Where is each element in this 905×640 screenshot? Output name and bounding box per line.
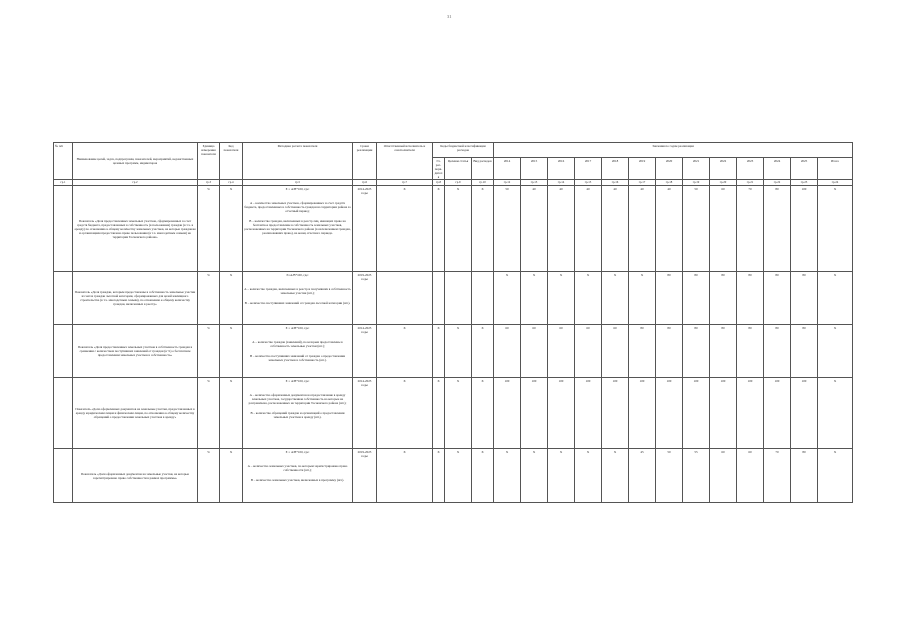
value-cell: Х [602, 272, 629, 325]
header-year: 2024 [764, 158, 791, 180]
value-cell: 80 [710, 272, 737, 325]
header-year: 2015 [521, 158, 548, 180]
value-cell: 80 [764, 186, 791, 272]
indicators-table [53, 142, 853, 503]
value-cell: 100 [764, 378, 791, 449]
col-num: гр.22 [764, 180, 791, 186]
value-cell: 100 [494, 378, 521, 449]
formula: Е = А/В*100, где: [285, 449, 310, 454]
value-cell: 60 [548, 325, 575, 378]
value-total: Х [818, 378, 853, 449]
value-cell: 80 [737, 272, 764, 325]
value-cell: 80 [683, 272, 710, 325]
indicator-executor: Х [377, 449, 433, 503]
formula: Е = А/В*100, где: [285, 378, 310, 383]
value-cell: 40 [602, 186, 629, 272]
formula-desc: В – количество обращений граждан и организаций о предоставлении земельных участков в аренду (шт.). [250, 410, 345, 419]
col-num: гр.24 [818, 180, 853, 186]
formula-desc: А – количество оформленных документов на предоставление в аренду земельных участков, государственная собственность на которые не разграничена, расположенных на территории Тосненского района (шт.); [248, 392, 347, 405]
indicator-period: 2014-2025 годы [353, 325, 377, 378]
value-cell: 45 [629, 449, 656, 503]
header-year: 2019 [629, 158, 656, 180]
value-total: Х [818, 325, 853, 378]
value-cell: 80 [737, 325, 764, 378]
col-num: гр.12 [494, 180, 521, 186]
indicator-method [243, 378, 353, 449]
value-cell: Х [575, 449, 602, 503]
indicator-executor: Х [377, 378, 433, 449]
header-year: 2021 [683, 158, 710, 180]
header-total: Итого [818, 158, 853, 180]
value-cell: 80 [683, 325, 710, 378]
indicator-code: Х [220, 449, 243, 503]
value-cell: 40 [656, 186, 683, 272]
value-cell: Х [521, 449, 548, 503]
header-code: Код показателя [220, 143, 243, 180]
funding-cell [433, 272, 445, 325]
col-num: гр.18 [656, 180, 683, 186]
value-cell: 100 [710, 378, 737, 449]
value-cell: 80 [764, 325, 791, 378]
header-method: Методика расчета показателя [243, 143, 353, 180]
col-num: гр.2 [73, 180, 198, 186]
value-total: Х [818, 186, 853, 272]
indicator-name: Показатель «Доля предоставленных земельных участков в собственность граждан в сравнении с количеством поступивших заявлений от граждан (в %) о бесплатном предоставлении земельных участков в собственность» [73, 325, 198, 378]
value-cell: 80 [791, 272, 818, 325]
indicator-executor: Х [377, 186, 433, 272]
formula-desc: А – количество земельных участков, по которым зарегистрировано право собственности (шт.); [247, 463, 348, 472]
header-year: 2014 [494, 158, 521, 180]
funding-cell: Х [445, 325, 472, 378]
table-row [54, 378, 853, 449]
indicator-method [243, 186, 353, 272]
indicator-code: Х [220, 186, 243, 272]
value-cell: Х [629, 272, 656, 325]
formula-desc: В – количество поступивших заявлений от граждан льготной категории (шт.). [244, 300, 351, 305]
funding-cell: Х [472, 378, 494, 449]
funding-cell [472, 272, 494, 325]
header-name: Наименование целей, задач, подпрограмм, показателей, мероприятий, ведомственных целевых программ, индикаторов [73, 143, 198, 180]
funding-cell: Х [445, 378, 472, 449]
indicator-unit: % [198, 272, 220, 325]
value-cell: Х [494, 272, 521, 325]
indicator-executor [377, 272, 433, 325]
formula-desc: А – количество граждан (заявлений), по которым предоставлены в собственность земельные участки (шт.); [252, 339, 343, 348]
col-num: гр.13 [521, 180, 548, 186]
header-row [54, 143, 853, 158]
funding-cell: Х [433, 325, 445, 378]
col-num: гр.4 [220, 180, 243, 186]
indicator-period: 2014-2025 годы [353, 186, 377, 272]
value-cell: 100 [548, 378, 575, 449]
value-cell: Х [548, 449, 575, 503]
value-cell: 80 [791, 325, 818, 378]
value-cell: 40 [548, 186, 575, 272]
funding-cell: Х [445, 186, 472, 272]
indicator-executor: Х [377, 325, 433, 378]
value-cell: 50 [656, 449, 683, 503]
value-cell: 60 [575, 325, 602, 378]
value-cell: 80 [656, 325, 683, 378]
value-cell: 80 [791, 449, 818, 503]
value-cell: 80 [656, 272, 683, 325]
indicator-method [243, 272, 353, 325]
page-number: 31 [447, 14, 452, 19]
formula: Е = А/В*100, где: [285, 186, 310, 191]
col-num: гр.1 [54, 180, 73, 186]
value-cell: 70 [737, 186, 764, 272]
value-cell: Х [575, 272, 602, 325]
formula-desc: В – количество поступивших заявлений от граждан о предоставлении земельных участков в собственность (шт.). [249, 353, 346, 362]
formula-desc: А – количество земельных участков, сформированных за счет средств бюджета, предоставленных в собственность граждан на территории района за отчетный период; [244, 200, 351, 213]
col-num: гр.19 [683, 180, 710, 186]
value-cell: 40 [575, 186, 602, 272]
formula: Е = А/В*100, где: [285, 325, 310, 330]
indicator-unit: % [198, 449, 220, 503]
indicator-method [243, 325, 353, 378]
col-num: гр.20 [710, 180, 737, 186]
indicator-method [243, 449, 353, 503]
value-cell: 100 [629, 378, 656, 449]
formula-desc: А – количество граждан, включенных в реестр и получивших в собственность земельные участки (шт.); [244, 286, 351, 295]
value-cell: 100 [656, 378, 683, 449]
col-num: гр.3 [198, 180, 220, 186]
header-funding: Коды бюджетной классификации расходов [433, 143, 494, 158]
value-cell: 100 [602, 378, 629, 449]
formula: Е=А/В*100, где: [286, 272, 309, 277]
header-values: Значения по годам реализации [494, 143, 853, 158]
indicator-code: Х [220, 325, 243, 378]
funding-cell: Х [472, 449, 494, 503]
header-year: 2016 [548, 158, 575, 180]
value-cell: 80 [764, 272, 791, 325]
value-total: Х [818, 272, 853, 325]
formula-desc: В – количество земельных участков, включенных в программу (шт.). [250, 477, 345, 482]
indicator-code: Х [220, 378, 243, 449]
value-cell: 100 [737, 378, 764, 449]
funding-cell: Х [472, 186, 494, 272]
indicator-code: Х [220, 272, 243, 325]
indicator-name: Показатель «Доля предоставленных земельных участков, сформированных за счет средств бюджета, предоставленных в собственность (в пользование) граждан (в т.ч. в аренду) по отношению к общему количеству земельных участков, на которые гражданам и организациям предоставлено право пользования (в т.ч. многодетным семьям) на территории Тосненского района» [73, 186, 198, 272]
value-cell: 80 [710, 325, 737, 378]
indicator-name: Показатель «Доля оформленных документов на земельные участки, предоставленных в аренду юридическим лицам и физическим лицам, по отношению к общему количеству обращений о предоставлении земельных участков в аренду» [73, 378, 198, 449]
col-num: гр.16 [602, 180, 629, 186]
value-cell: 100 [791, 378, 818, 449]
table-row [54, 449, 853, 503]
value-cell: 60 [710, 449, 737, 503]
value-cell: 100 [791, 186, 818, 272]
value-cell: 40 [629, 186, 656, 272]
col-num: гр.23 [791, 180, 818, 186]
indicator-unit: % [198, 325, 220, 378]
header-funding-sub: Вид расходов [472, 158, 494, 180]
col-num: гр.17 [629, 180, 656, 186]
value-cell: 80 [629, 325, 656, 378]
indicator-unit: % [198, 378, 220, 449]
value-cell: Х [602, 449, 629, 503]
value-cell: 60 [737, 449, 764, 503]
indicator-name: Показатель «Доля граждан, которым предоставлены в собственность земельные участки из числа граждан льготной категории, сформированных для целей жилищного строительства (в т.ч. многодетным семьям), по отношению к общему количеству граждан, включенных в реестр» [73, 272, 198, 325]
table-row [54, 325, 853, 378]
funding-cell: Х [433, 378, 445, 449]
header-year: 2020 [656, 158, 683, 180]
value-cell: Х [494, 449, 521, 503]
value-cell: 70 [764, 449, 791, 503]
value-cell: 50 [683, 186, 710, 272]
value-cell: 60 [602, 325, 629, 378]
col-num: гр.14 [548, 180, 575, 186]
col-num: гр.15 [575, 180, 602, 186]
value-cell: 60 [710, 186, 737, 272]
col-num: гр.5 [243, 180, 353, 186]
indicator-period: 2019-2025 годы [353, 449, 377, 503]
indicator-period: 2014-2025 годы [353, 378, 377, 449]
header-funding-sub: Целевая статья [445, 158, 472, 180]
col-num: гр.21 [737, 180, 764, 186]
header-year: 2023 [737, 158, 764, 180]
funding-cell: Х [472, 325, 494, 378]
header-year: 2017 [575, 158, 602, 180]
col-num: гр.9 [445, 180, 472, 186]
value-total: Х [818, 449, 853, 503]
header-executor: Ответственный исполнитель и соисполнители [377, 143, 433, 180]
indicator-name: Показатель «Доля оформленных документов на земельные участки, на которые зарегистрировано право собственности в рамках программы» [73, 449, 198, 503]
funding-cell [445, 272, 472, 325]
table-row [54, 186, 853, 272]
funding-cell: Х [445, 449, 472, 503]
funding-cell: Х [433, 186, 445, 272]
value-cell: 60 [521, 325, 548, 378]
indicator-unit: % [198, 186, 220, 272]
header-year: 2022 [710, 158, 737, 180]
value-cell: 40 [521, 186, 548, 272]
col-num: гр.6 [353, 180, 377, 186]
table-row [54, 272, 853, 325]
value-cell: 55 [683, 449, 710, 503]
funding-cell: Х [433, 449, 445, 503]
value-cell: Х [548, 272, 575, 325]
col-num: гр.10 [472, 180, 494, 186]
value-cell: Х [521, 272, 548, 325]
formula-desc: В – количество граждан, включенных в реестр лиц, имеющих право на бесплатное предоставление в собственность земельных участков, расположенных на территории Тосненского района (за исключением граждан, реализовавших право), на конец отчетного периода. [244, 218, 351, 235]
value-cell: 100 [683, 378, 710, 449]
value-cell: 60 [494, 325, 521, 378]
value-cell: 100 [521, 378, 548, 449]
col-num: гр.8 [433, 180, 445, 186]
header-unit: Единица измерения показателя [198, 143, 220, 180]
header-year: 2018 [602, 158, 629, 180]
value-cell: 100 [575, 378, 602, 449]
header-funding-sub: Гл. рас-поря-дителя [433, 158, 445, 180]
header-num: № п/п [54, 143, 73, 180]
header-year: 2025 [791, 158, 818, 180]
col-num: гр.7 [377, 180, 433, 186]
value-cell: 50 [494, 186, 521, 272]
header-period: Сроки реализации [353, 143, 377, 180]
indicator-period: 2019-2025 годы [353, 272, 377, 325]
